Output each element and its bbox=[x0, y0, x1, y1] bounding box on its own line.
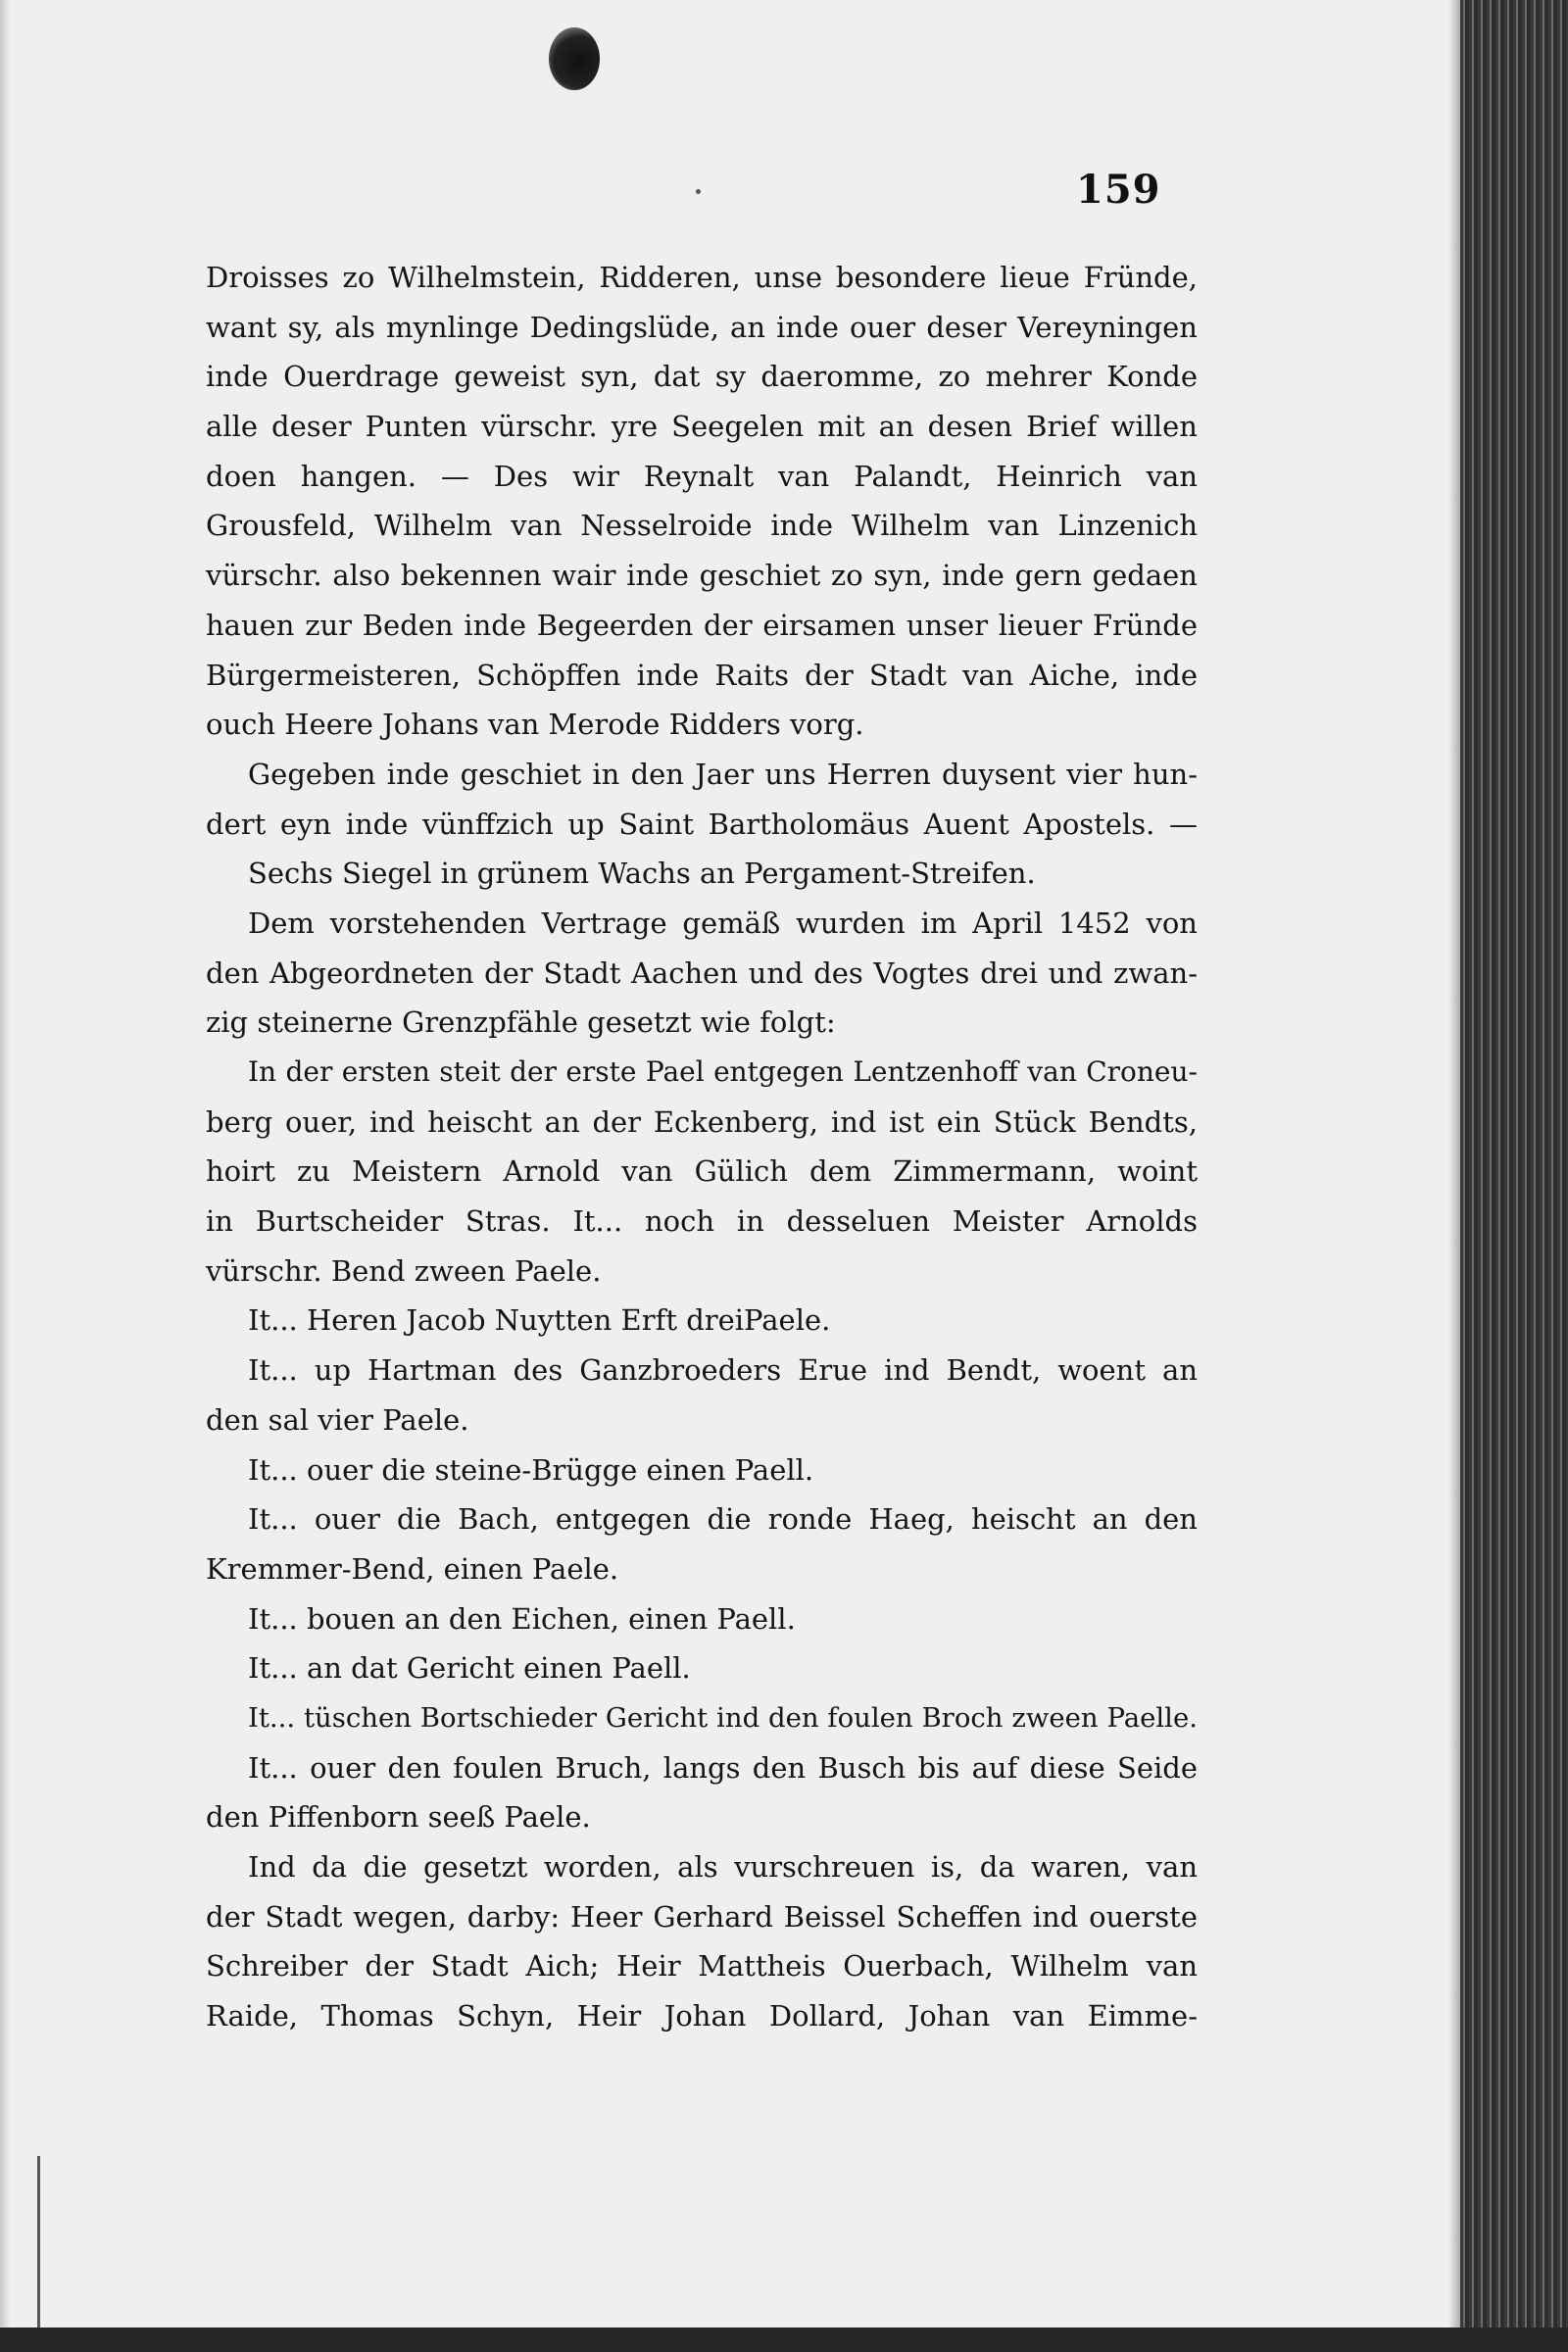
page-left-edge bbox=[0, 0, 10, 2328]
text-line: den Piffenborn seeß Paele. bbox=[206, 1800, 591, 1835]
text-line: It... tüschen Bortschieder Gericht ind den foulen Broch zween Paelle. bbox=[248, 1701, 1198, 1734]
page-stack-edge bbox=[1460, 0, 1568, 2328]
text-line: It... Heren Jacob Nuytten Erft dreiPaele. bbox=[248, 1303, 831, 1338]
text-line: It... bouen an den Eichen, einen Paell. bbox=[248, 1601, 796, 1636]
text-line: den sal vier Paele. bbox=[206, 1402, 469, 1437]
text-line: dert eyn inde vünffzich up Saint Bartholomäus Auent Apostels. — bbox=[206, 807, 1198, 841]
binding-line bbox=[37, 2156, 40, 2328]
text-line: Schreiber der Stadt Aich; Heir Mattheis Ouerbach, Wilhelm van bbox=[206, 1949, 1198, 1984]
text-line: Kremmer-Bend, einen Paele. bbox=[206, 1551, 619, 1586]
text-line: der Stadt wegen, darby: Heer Gerhard Beissel Scheffen ind ouerste bbox=[206, 1899, 1198, 1934]
text-line: want sy, als mynlinge Dedingslüde, an inde ouer deser Vereyningen bbox=[206, 310, 1198, 344]
text-line: Ind da die gesetzt worden, als vurschreuen is, da waren, van bbox=[248, 1850, 1198, 1884]
text-line: alle deser Punten vürschr. yre Seegelen mit an desen Brief willen bbox=[206, 410, 1198, 444]
text-line: in Burtscheider Stras. It... noch in desseluen Meister Arnolds bbox=[206, 1204, 1198, 1239]
text-line: vürschr. also bekennen wair inde geschiet zo syn, inde gern gedaen bbox=[206, 559, 1198, 593]
text-line: hoirt zu Meistern Arnold van Gülich dem Zimmermann, woint bbox=[206, 1154, 1198, 1189]
text-line: Bürgermeisteren, Schöpffen inde Raits der Stadt van Aiche, inde bbox=[206, 658, 1198, 692]
page-number: 159 bbox=[1076, 167, 1161, 213]
text-line: vürschr. Bend zween Paele. bbox=[206, 1253, 602, 1288]
body-text bbox=[206, 253, 1198, 2041]
text-line: It... up Hartman des Ganzbroeders Erue ind Bendt, woent an bbox=[248, 1353, 1198, 1388]
text-line: den Abgeordneten der Stadt Aachen und des Vogtes drei und zwan- bbox=[206, 956, 1198, 990]
text-line: doen hangen. — Des wir Reynalt van Palandt, Heinrich van bbox=[206, 459, 1198, 493]
text-line: ouch Heere Johans van Merode Ridders vorg. bbox=[206, 708, 864, 742]
bottom-edge bbox=[0, 2328, 1568, 2352]
text-line: hauen zur Beden inde Begeerden der eirsamen unser lieuer Fründe bbox=[206, 608, 1198, 642]
punch-hole bbox=[549, 27, 600, 90]
page-shadow bbox=[1448, 0, 1460, 2328]
text-line: Droisses zo Wilhelmstein, Ridderen, unse besondere lieue Fründe, bbox=[206, 261, 1198, 294]
text-line: It... ouer den foulen Bruch, langs den Busch bis auf diese Seide bbox=[248, 1750, 1198, 1785]
text-line: inde Ouerdrage geweist syn, dat sy daeromme, zo mehrer Konde bbox=[206, 360, 1198, 394]
text-line: In der ersten steit der erste Pael entgegen Lentzenhoff van Croneu- bbox=[248, 1055, 1198, 1088]
text-line: Dem vorstehenden Vertrage gemäß wurden im April 1452 von bbox=[248, 906, 1198, 940]
text-line: Raide, Thomas Schyn, Heir Johan Dollard, Johan van Eimme- bbox=[206, 1999, 1198, 2034]
text-line: It... an dat Gericht einen Paell. bbox=[248, 1651, 691, 1686]
text-line: Sechs Siegel in grünem Wachs an Pergament-Streifen. bbox=[248, 857, 1036, 891]
text-line: Gegeben inde geschiet in den Jaer uns Herren duysent vier hun- bbox=[248, 757, 1198, 791]
text-line: Grousfeld, Wilhelm van Nesselroide inde Wilhelm van Linzenich bbox=[206, 509, 1198, 543]
ink-dot bbox=[696, 189, 701, 194]
text-line: It... ouer die Bach, entgegen die ronde Haeg, heischt an den bbox=[248, 1502, 1198, 1537]
text-line: It... ouer die steine-Brügge einen Paell. bbox=[248, 1452, 814, 1487]
text-line: berg ouer, ind heischt an der Eckenberg, ind ist ein Stück Bendts, bbox=[206, 1104, 1198, 1139]
text-line: zig steinerne Grenzpfähle gesetzt wie folgt: bbox=[206, 1005, 836, 1040]
